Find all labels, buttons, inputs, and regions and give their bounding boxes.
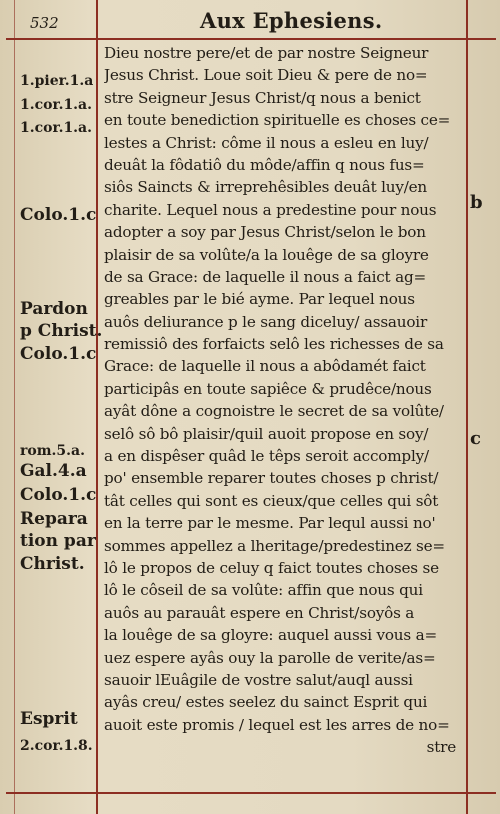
- text-line: tât celles qui sont es cieux/que celles qui sôt: [104, 491, 439, 510]
- text-line: auoit este promis / lequel est les arres de no=: [104, 715, 450, 734]
- text-line: selô sô bô plaisir/quil auoit propose en soy/: [104, 424, 429, 443]
- right-column-rule: [466, 0, 468, 814]
- text-line: a en dispêser quâd le têps seroit accomply/: [104, 447, 429, 466]
- left-column-rule: [96, 0, 98, 814]
- margin-note: tion par: [20, 531, 96, 551]
- text-line: lestes a Christ: côme il nous a esleu en luy/: [104, 133, 429, 152]
- main-text-block: [104, 42, 464, 759]
- margin-note: Gal.4.a: [20, 461, 87, 481]
- text-line: ayât dône a cognoistre le secret de sa volûte/: [104, 402, 444, 421]
- margin-note: 2.cor.1.8.: [20, 738, 93, 754]
- text-line: greables par le bié ayme. Par lequel nous: [104, 290, 415, 309]
- margin-note: p Christ.: [20, 321, 103, 341]
- text-line: participâs en toute sapiêce & prudêce/nous: [104, 379, 432, 398]
- margin-note: Colo.1.c: [20, 205, 97, 225]
- text-line: Jesus Christ. Loue soit Dieu & pere de no=: [104, 66, 428, 85]
- text-line: lô le propos de celuy q faict toutes choses se: [104, 558, 439, 577]
- margin-notes: [0, 0, 103, 814]
- text-line: la louêge de sa gloyre: auquel aussi vous a=: [104, 626, 437, 645]
- text-line: stre: [426, 738, 456, 757]
- margin-note: rom.5.a.: [20, 443, 85, 459]
- margin-note: Colo.1.c: [20, 485, 97, 505]
- margin-note: Colo.1.c: [20, 344, 97, 364]
- text-line: sauoir lEuâgile de vostre salut/auql aussi: [104, 670, 413, 689]
- text-line: siôs Saincts & irreprehêsibles deuât luy/en: [104, 178, 428, 197]
- text-line: sommes appellez a lheritage/predestinez se=: [104, 536, 445, 555]
- text-line: Dieu nostre pere/et de par nostre Seigneur: [104, 44, 429, 62]
- text-line: deuât la fôdatiô du môde/affin q nous fus=: [104, 155, 425, 174]
- text-line: adopter a soy par Jesus Christ/selon le bon: [104, 223, 426, 242]
- text-line: auôs au parauât espere en Christ/soyôs a: [104, 603, 415, 622]
- text-line: plaisir de sa volûte/a la louêge de sa gloyre: [104, 245, 429, 264]
- margin-note: Christ.: [20, 554, 85, 574]
- text-line: remissiô des forfaicts selô les richesses de sa: [104, 335, 444, 354]
- text-line: lô le côseil de sa volûte: affin que nous qui: [104, 581, 423, 600]
- text-line: en la terre par le mesme. Par lequl aussi no': [104, 514, 436, 533]
- signature-mark-b: b: [470, 192, 483, 213]
- text-line: uez espere ayâs ouy la parolle de verite/as=: [104, 648, 436, 667]
- margin-note: Pardon: [20, 299, 88, 319]
- text-line: ayâs creu/ estes seelez du sainct Esprit qui: [104, 693, 428, 712]
- text-line: Grace: de laquelle il nous a abôdamét faict: [104, 357, 426, 376]
- margin-note: 1.cor.1.a.: [20, 97, 93, 113]
- text-line: po' ensemble reparer toutes choses p christ/: [104, 469, 439, 488]
- text-line: stre Seigneur Jesus Christ/q nous a benict: [104, 88, 421, 107]
- signature-mark-c: c: [470, 428, 481, 449]
- margin-note: Esprit: [20, 709, 78, 729]
- text-line: charite. Lequel nous a predestine pour nous: [104, 200, 437, 219]
- margin-note: 1.pier.1.a: [20, 73, 94, 89]
- running-title: Aux Ephesiens.: [200, 8, 383, 33]
- text-line: auôs deliurance p le sang diceluy/ assauoir: [104, 312, 428, 331]
- margin-note: 1.cor.1.a.: [20, 120, 93, 136]
- margin-note: Repara: [20, 509, 88, 529]
- text-line: de sa Grace: de laquelle il nous a faict ag=: [104, 267, 426, 286]
- text-line: en toute benediction spirituelle es choses ce=: [104, 111, 451, 130]
- page-number: 532: [30, 14, 59, 32]
